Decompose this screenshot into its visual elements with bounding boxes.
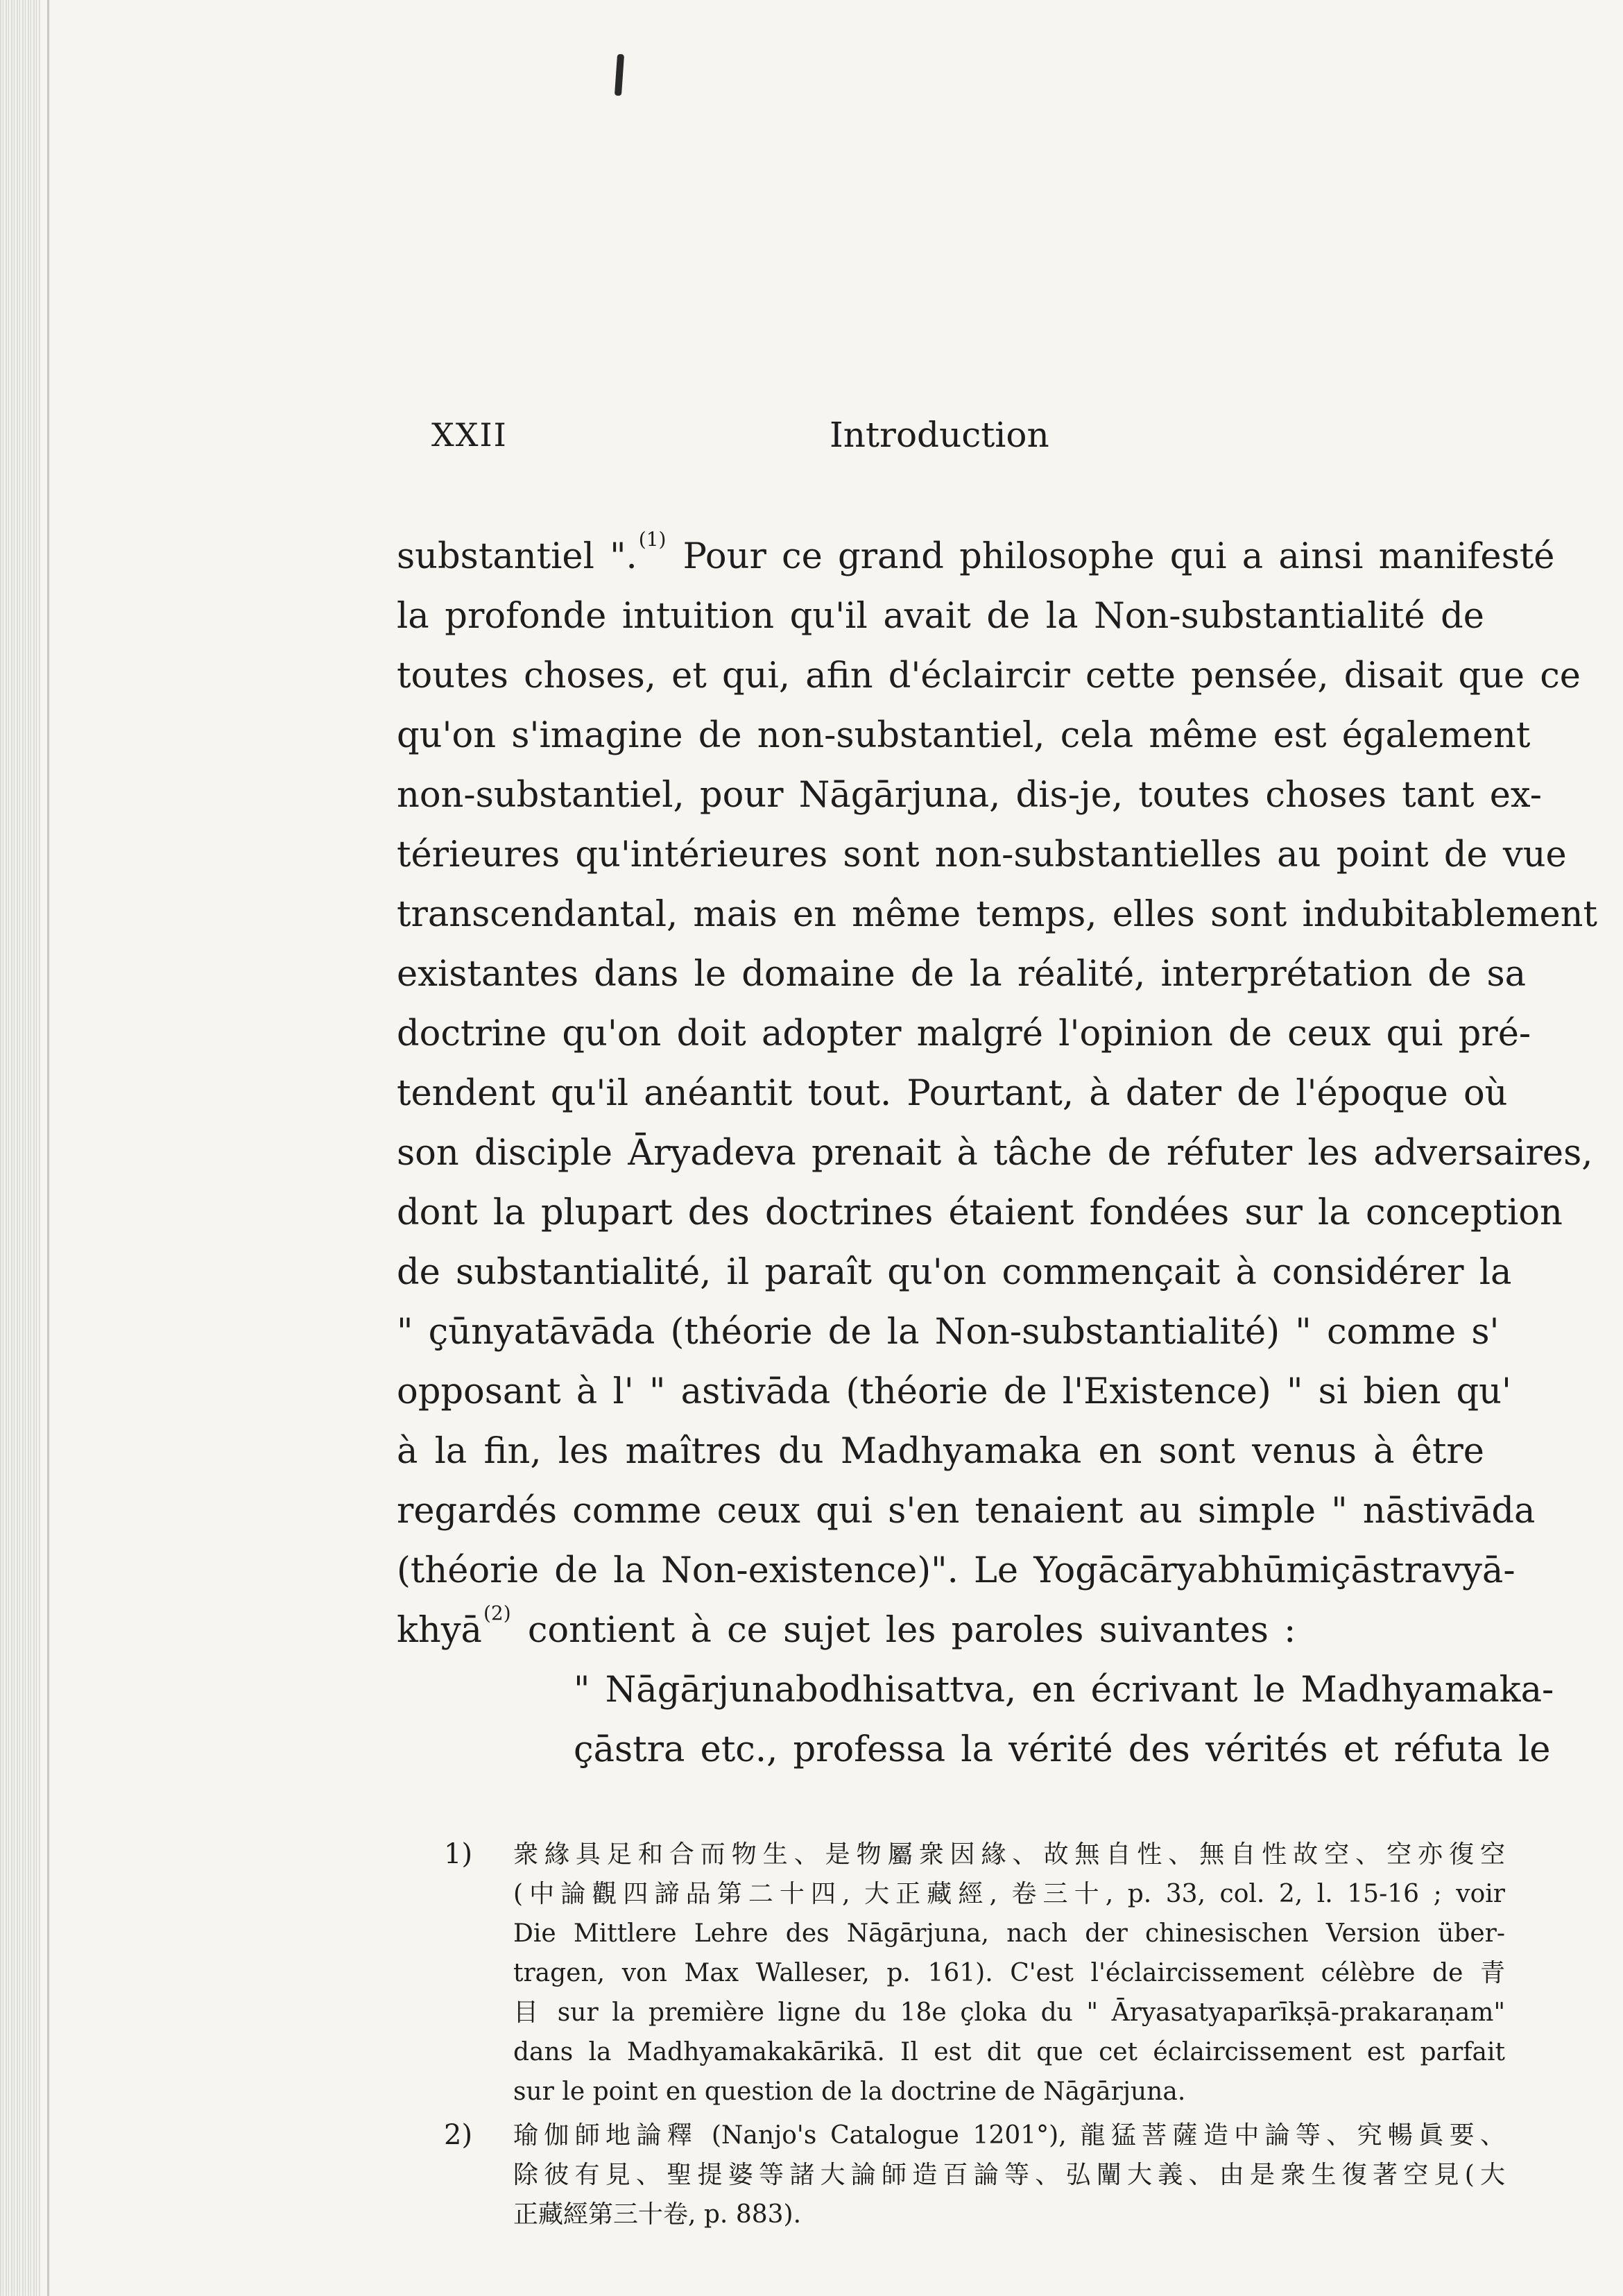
text-line: toutes choses, et qui, afin d'éclaircir cette pensée, disait que ce <box>397 656 1581 696</box>
text-line: tendent qu'il anéantit tout. Pourtant, à dater de l'époque où <box>397 1073 1508 1114</box>
text-segment: Pour ce grand philosophe qui a ainsi manifesté <box>667 536 1555 577</box>
footnote-number: 2) <box>444 2119 473 2151</box>
footnote-line: dans la Madhyamakakārikā. Il est dit que cet éclaircissement est parfait <box>513 2038 1505 2066</box>
text-line: transcendantal, mais en même temps, elles sont indubitablement <box>397 894 1598 935</box>
text-line: non-substantiel, pour Nāgārjuna, dis-je, toutes choses tant ex- <box>397 775 1542 816</box>
footnote-ref: (2) <box>483 1602 511 1625</box>
text-line: opposant à l' " astivāda (théorie de l'Existence) " si bien qu' <box>397 1371 1512 1412</box>
quote-line: çāstra etc., professa la vérité des vérités et réfuta le <box>574 1729 1551 1770</box>
text-line <box>397 527 1555 587</box>
footnote-line: 目 sur la première ligne du 18e çloka du " Āryasatyaparīkṣā-prakaraṇam" <box>513 1998 1505 2027</box>
text-line: doctrine qu'on doit adopter malgré l'opinion de ceux qui pré- <box>397 1013 1531 1054</box>
ink-mark <box>615 54 624 96</box>
main-text <box>397 527 1598 1780</box>
footnotes <box>444 1835 1505 2238</box>
footnote-ref: (1) <box>638 528 667 551</box>
text-segment: khyā <box>397 1610 482 1651</box>
text-line: regardés comme ceux qui s'en tenaient au simple " nāstivāda <box>397 1491 1536 1532</box>
text-line <box>397 1601 1484 1661</box>
page-binding-edge <box>0 0 40 2296</box>
footnote <box>444 2116 1505 2234</box>
text-segment: contient à ce sujet les paroles suivantes : <box>512 1610 1296 1651</box>
footnote-line: Die Mittlere Lehre des Nāgārjuna, nach der chinesischen Version über- <box>513 1919 1505 1948</box>
footnote-line: 瑜伽師地論釋 (Nanjo's Catalogue 1201°), 龍猛菩薩造中論等、究暢眞要、 <box>513 2121 1505 2150</box>
footnote-line: (中論觀四諦品第二十四, 大正藏經, 卷三十, p. 33, col. 2, l. 15-16 ; voir <box>513 1880 1505 1908</box>
quote-line: " Nāgārjunabodhisattva, en écrivant le Madhyamaka- <box>574 1670 1554 1711</box>
text-line: à la fin, les maîtres du Madhyamaka en sont venus à être <box>397 1431 1484 1472</box>
running-title: Introduction <box>830 415 1049 455</box>
footnote <box>444 1835 1505 2111</box>
footnote-line: tragen, von Max Walleser, p. 161). C'est l'éclaircissement célèbre de 青 <box>513 1959 1505 1987</box>
footnote-line: 正藏經第三十卷, p. 883). <box>513 2200 802 2229</box>
text-segment: substantiel ". <box>397 536 637 577</box>
footnote-line: sur le point en question de la doctrine de Nāgārjuna. <box>513 2077 1186 2106</box>
footnote-line: 衆緣具足和合而物生、是物屬衆因緣、故無自性、無自性故空、空亦復空 <box>513 1840 1505 1869</box>
text-line: qu'on s'imagine de non-substantiel, cela même est également <box>397 715 1531 756</box>
text-line: dont la plupart des doctrines étaient fondées sur la conception <box>397 1192 1563 1233</box>
text-line: (théorie de la Non-existence)". Le Yogācāryabhūmiçāstravyā- <box>397 1550 1515 1591</box>
text-line: la profonde intuition qu'il avait de la Non-substantialité de <box>397 596 1484 637</box>
text-line: " çūnyatāvāda (théorie de la Non-substantialité) " comme s' <box>397 1312 1500 1353</box>
footnote-line: 除彼有見、聖提婆等諸大論師造百論等、弘闡大義、由是衆生復著空見(大 <box>513 2161 1505 2189</box>
text-line: térieures qu'intérieures sont non-substantielles au point de vue <box>397 834 1567 875</box>
binding-shadow-line <box>47 0 49 2296</box>
page-number: XXII <box>431 416 508 454</box>
text-line: de substantialité, il paraît qu'on commençait à considérer la <box>397 1252 1512 1293</box>
text-line: son disciple Āryadeva prenait à tâche de réfuter les adversaires, <box>397 1133 1593 1174</box>
text-line: existantes dans le domaine de la réalité, interprétation de sa <box>397 954 1527 995</box>
footnote-number: 1) <box>444 1838 473 1870</box>
